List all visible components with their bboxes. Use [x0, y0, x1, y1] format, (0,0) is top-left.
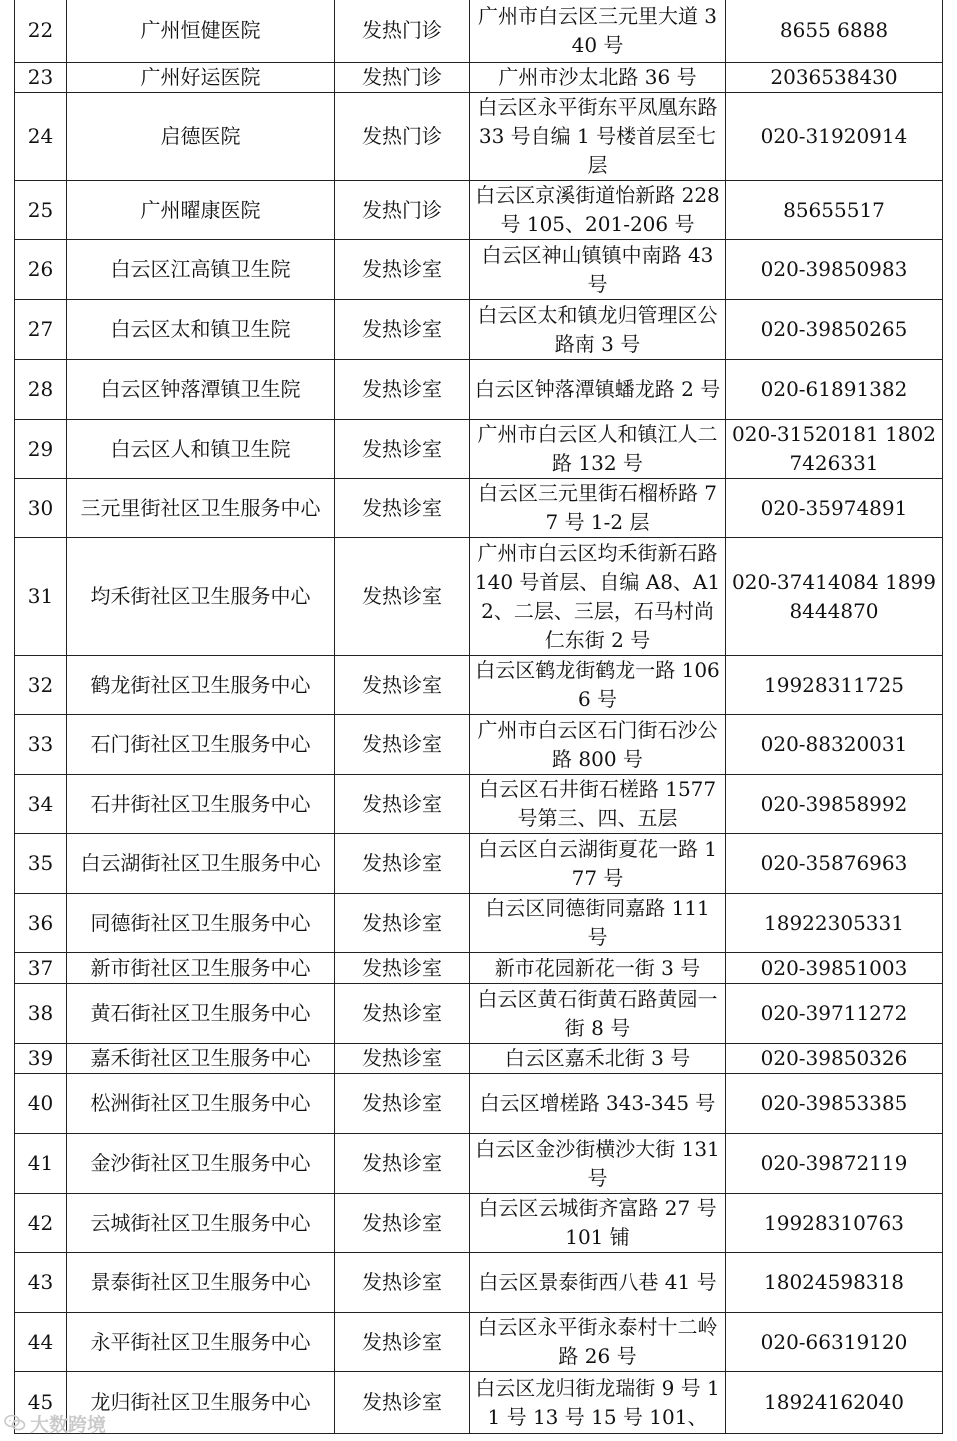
- hospital-name: 白云区江高镇卫生院: [67, 240, 335, 300]
- clinic-type: 发热诊室: [335, 1313, 470, 1372]
- clinic-type: 发热门诊: [335, 181, 470, 240]
- address: 白云区白云湖街夏花一路 177 号: [470, 834, 726, 894]
- phone: 020-35974891: [726, 479, 943, 538]
- phone: 020-66319120: [726, 1313, 943, 1372]
- phone: 020-39850983: [726, 240, 943, 300]
- phone: 020-39853385: [726, 1074, 943, 1134]
- address: 广州市白云区石门街石沙公路 800 号: [470, 715, 726, 775]
- table-row: [15, 1044, 943, 1074]
- hospital-name: 金沙街社区卫生服务中心: [67, 1134, 335, 1194]
- address: 白云区太和镇龙归管理区公路南 3 号: [470, 300, 726, 360]
- hospital-name: 嘉禾街社区卫生服务中心: [67, 1044, 335, 1074]
- address: 白云区钟落潭镇蟠龙路 2 号: [470, 360, 726, 420]
- address: 白云区景泰街西八巷 41 号: [470, 1253, 726, 1313]
- row-number: 29: [15, 420, 67, 479]
- table-row: [15, 420, 943, 479]
- table-row: [15, 1253, 943, 1313]
- table-row: [15, 1074, 943, 1134]
- address: 白云区神山镇镇中南路 43 号: [470, 240, 726, 300]
- phone: 020-39711272: [726, 984, 943, 1044]
- address: 白云区鹤龙街鹤龙一路 1066 号: [470, 656, 726, 715]
- clinic-type: 发热诊室: [335, 834, 470, 894]
- clinic-type: 发热诊室: [335, 953, 470, 984]
- wechat-icon: [4, 1414, 26, 1432]
- table-row: [15, 360, 943, 420]
- table-row: [15, 300, 943, 360]
- hospital-name: 永平街社区卫生服务中心: [67, 1313, 335, 1372]
- hospital-name: 黄石街社区卫生服务中心: [67, 984, 335, 1044]
- clinic-type: 发热诊室: [335, 984, 470, 1044]
- row-number: 36: [15, 894, 67, 953]
- clinic-type: 发热门诊: [335, 63, 470, 93]
- table-row: [15, 240, 943, 300]
- row-number: 33: [15, 715, 67, 775]
- table-row: [15, 1372, 943, 1434]
- phone: 020-39872119: [726, 1134, 943, 1194]
- row-number: 44: [15, 1313, 67, 1372]
- clinic-type: 发热门诊: [335, 93, 470, 181]
- phone: 8655 6888: [726, 0, 943, 63]
- address: 广州市白云区人和镇江人二路 132 号: [470, 420, 726, 479]
- hospital-name: 均禾街社区卫生服务中心: [67, 538, 335, 656]
- table-row: [15, 894, 943, 953]
- address: 白云区金沙街横沙大街 131 号: [470, 1134, 726, 1194]
- table-body: [15, 0, 943, 1434]
- row-number: 31: [15, 538, 67, 656]
- hospital-name: 广州好运医院: [67, 63, 335, 93]
- address: 白云区龙归街龙瑞街 9 号 11 号 13 号 15 号 101、: [470, 1372, 726, 1434]
- hospital-name: 白云湖街社区卫生服务中心: [67, 834, 335, 894]
- hospital-name: 同德街社区卫生服务中心: [67, 894, 335, 953]
- hospital-name: 新市街社区卫生服务中心: [67, 953, 335, 984]
- address: 白云区黄石街黄石路黄园一街 8 号: [470, 984, 726, 1044]
- hospital-name: 石门街社区卫生服务中心: [67, 715, 335, 775]
- address: 白云区云城街齐富路 27 号 101 铺: [470, 1194, 726, 1253]
- row-number: 39: [15, 1044, 67, 1074]
- clinic-type: 发热诊室: [335, 656, 470, 715]
- table-row: [15, 834, 943, 894]
- phone: 18924162040: [726, 1372, 943, 1434]
- table-row: [15, 1134, 943, 1194]
- row-number: 43: [15, 1253, 67, 1313]
- address: 白云区增槎路 343-345 号: [470, 1074, 726, 1134]
- clinic-type: 发热诊室: [335, 1194, 470, 1253]
- address: 新市花园新花一街 3 号: [470, 953, 726, 984]
- address: 白云区同德街同嘉路 111 号: [470, 894, 726, 953]
- row-number: 35: [15, 834, 67, 894]
- phone: 020-39850326: [726, 1044, 943, 1074]
- hospital-name: 广州恒健医院: [67, 0, 335, 63]
- hospital-name: 鹤龙街社区卫生服务中心: [67, 656, 335, 715]
- table-row: [15, 181, 943, 240]
- table-row: [15, 984, 943, 1044]
- hospital-name: 三元里街社区卫生服务中心: [67, 479, 335, 538]
- table-row: [15, 63, 943, 93]
- clinic-type: 发热诊室: [335, 1372, 470, 1434]
- address: 白云区石井街石槎路 1577 号第三、四、五层: [470, 775, 726, 834]
- row-number: 42: [15, 1194, 67, 1253]
- phone: 020-88320031: [726, 715, 943, 775]
- hospital-name: 松洲街社区卫生服务中心: [67, 1074, 335, 1134]
- clinic-type: 发热诊室: [335, 1044, 470, 1074]
- clinic-type: 发热门诊: [335, 0, 470, 63]
- phone: 18024598318: [726, 1253, 943, 1313]
- hospital-name: 广州曜康医院: [67, 181, 335, 240]
- address: 白云区永平街永泰村十二岭路 26 号: [470, 1313, 726, 1372]
- watermark: [4, 1408, 106, 1438]
- phone: 85655517: [726, 181, 943, 240]
- table-row: [15, 715, 943, 775]
- address: 白云区永平街东平凤凰东路 33 号自编 1 号楼首层至七层: [470, 93, 726, 181]
- hospital-name: 云城街社区卫生服务中心: [67, 1194, 335, 1253]
- clinic-type: 发热诊室: [335, 1134, 470, 1194]
- table-row: [15, 953, 943, 984]
- address: 白云区京溪街道怡新路 228 号 105、201-206 号: [470, 181, 726, 240]
- table-row: [15, 0, 943, 63]
- clinic-type: 发热诊室: [335, 775, 470, 834]
- row-number: 24: [15, 93, 67, 181]
- row-number: 30: [15, 479, 67, 538]
- table-row: [15, 1313, 943, 1372]
- table-row: [15, 1194, 943, 1253]
- clinic-type: 发热诊室: [335, 1253, 470, 1313]
- row-number: 23: [15, 63, 67, 93]
- hospital-table: [14, 0, 943, 1434]
- row-number: 27: [15, 300, 67, 360]
- row-number: 40: [15, 1074, 67, 1134]
- phone: 18922305331: [726, 894, 943, 953]
- phone: 2036538430: [726, 63, 943, 93]
- row-number: 38: [15, 984, 67, 1044]
- address: 广州市沙太北路 36 号: [470, 63, 726, 93]
- phone: 020-61891382: [726, 360, 943, 420]
- table-row: [15, 93, 943, 181]
- hospital-name: 龙归街社区卫生服务中心: [67, 1372, 335, 1434]
- hospital-name: 白云区人和镇卫生院: [67, 420, 335, 479]
- row-number: 45: [15, 1372, 67, 1434]
- row-number: 22: [15, 0, 67, 63]
- clinic-type: 发热诊室: [335, 538, 470, 656]
- table-row: [15, 538, 943, 656]
- row-number: 41: [15, 1134, 67, 1194]
- clinic-type: 发热诊室: [335, 360, 470, 420]
- hospital-name: 启德医院: [67, 93, 335, 181]
- phone: 020-39850265: [726, 300, 943, 360]
- hospital-name: 白云区太和镇卫生院: [67, 300, 335, 360]
- address: 白云区嘉禾北街 3 号: [470, 1044, 726, 1074]
- clinic-type: 发热诊室: [335, 1074, 470, 1134]
- table-row: [15, 479, 943, 538]
- phone: 020-31520181 18027426331: [726, 420, 943, 479]
- phone: 020-39858992: [726, 775, 943, 834]
- clinic-type: 发热诊室: [335, 715, 470, 775]
- phone: 020-39851003: [726, 953, 943, 984]
- hospital-name: 白云区钟落潭镇卫生院: [67, 360, 335, 420]
- clinic-type: 发热诊室: [335, 420, 470, 479]
- address: 广州市白云区三元里大道 340 号: [470, 0, 726, 63]
- clinic-type: 发热诊室: [335, 300, 470, 360]
- row-number: 26: [15, 240, 67, 300]
- phone: 020-31920914: [726, 93, 943, 181]
- phone: 19928311725: [726, 656, 943, 715]
- hospital-name: 石井街社区卫生服务中心: [67, 775, 335, 834]
- phone: 020-37414084 18998444870: [726, 538, 943, 656]
- row-number: 37: [15, 953, 67, 984]
- table-row: [15, 656, 943, 715]
- watermark-text: 大数跨境: [30, 1413, 107, 1436]
- clinic-type: 发热诊室: [335, 479, 470, 538]
- row-number: 25: [15, 181, 67, 240]
- row-number: 34: [15, 775, 67, 834]
- row-number: 32: [15, 656, 67, 715]
- phone: 19928310763: [726, 1194, 943, 1253]
- hospital-name: 景泰街社区卫生服务中心: [67, 1253, 335, 1313]
- address: 广州市白云区均禾街新石路 140 号首层、自编 A8、A12、二层、三层，石马村尚仁东街 2 号: [470, 538, 726, 656]
- table-row: [15, 775, 943, 834]
- clinic-type: 发热诊室: [335, 240, 470, 300]
- phone: 020-35876963: [726, 834, 943, 894]
- address: 白云区三元里街石榴桥路 77 号 1-2 层: [470, 479, 726, 538]
- row-number: 28: [15, 360, 67, 420]
- clinic-type: 发热诊室: [335, 894, 470, 953]
